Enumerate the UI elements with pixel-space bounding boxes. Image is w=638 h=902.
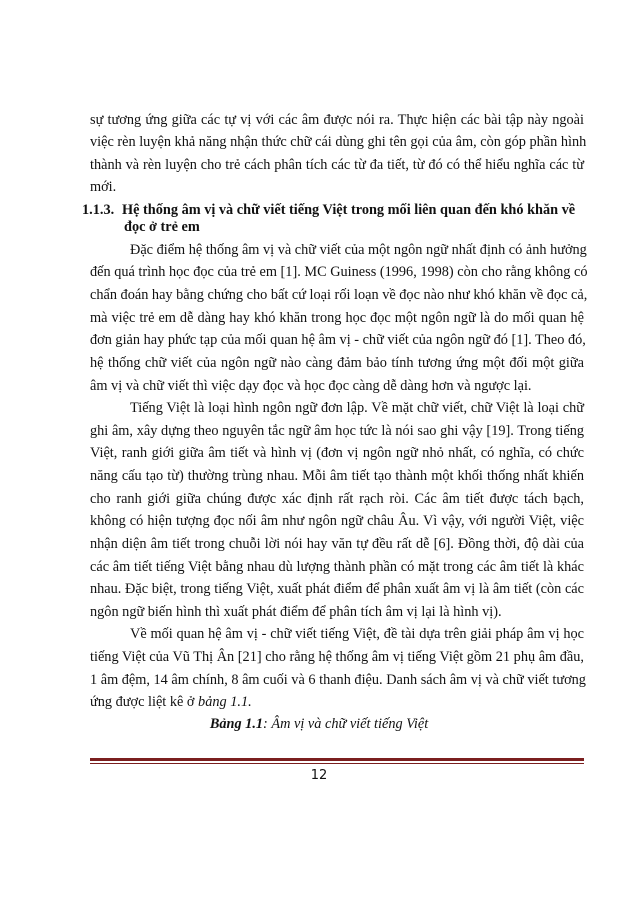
paragraph-line: thành và rèn luyện cho trẻ cách phân tích các từ đa tiết, từ đó có thể hiểu nghĩa các từ [90, 156, 584, 173]
paragraph-line: việc rèn luyện khả năng nhận thức chữ cái dùng ghi tên gọi của âm, còn góp phần hình [90, 134, 587, 151]
caption-text: : Âm vị và chữ viết tiếng Việt [263, 716, 429, 732]
paragraph-line: hệ thống chữ viết của ngôn ngữ nào càng đảm bảo tính tương ứng một đối một giữa [90, 354, 584, 371]
paragraph-line: Đặc điểm hệ thống âm vị và chữ viết của một ngôn ngữ nhất định có ảnh hưởng [130, 241, 587, 258]
paragraph-line: cho ranh giới giữa chúng được xác định rất rạch ròi. Các âm tiết được tách bạch, [90, 490, 584, 507]
table-caption [0, 716, 638, 733]
footer-rule-thin [90, 763, 584, 764]
section-number: 1.1.3. [82, 202, 115, 219]
paragraph-line: tiếng Việt của Vũ Thị Ân [21] cho rằng hệ thống âm vị tiếng Việt gồm 21 phụ âm đầu, [90, 649, 584, 666]
paragraph-line: các âm tiết tiếng Việt bằng nhau dù lượng thành phần có mặt trong các âm tiết là khác [90, 558, 584, 575]
paragraph-line: mà việc trẻ em dễ dàng hay khó khăn trong học đọc một ngôn ngữ là do mối quan hệ [90, 309, 584, 326]
paragraph-line: Việt, ranh giới giữa âm tiết và hình vị (đơn vị ngôn ngữ nhỏ nhất, có nghĩa, có chức [90, 445, 584, 462]
paragraph-line: nhau. Đặc biệt, trong tiếng Việt, xuất phát điểm để phân xuất âm vị là âm tiết (còn các [90, 581, 584, 598]
page-number: 12 [310, 768, 328, 783]
paragraph-line: Về mối quan hệ âm vị - chữ viết tiếng Việt, đề tài dựa trên giải pháp âm vị học [130, 626, 584, 643]
paragraph-line: ngôn ngữ biến hình thì xuất phát điểm để phân tích âm vị lại là hình vị). [90, 603, 502, 620]
paragraph-line: không có hiện tượng đọc nối âm như ngôn ngữ châu Âu. Vì vậy, với người Việt, việc [90, 513, 584, 530]
paragraph-line: chẩn đoán hay bằng chứng cho bất cứ loại rối loạn về đọc nào như khó khăn về đọc cả, [90, 287, 588, 304]
paragraph-line: Tiếng Việt là loại hình ngôn ngữ đơn lập. Về mặt chữ viết, chữ Việt là loại chữ [130, 400, 584, 417]
paragraph-line: đơn giản hay phức tạp của mối quan hệ âm vị - chữ viết của ngôn ngữ đó [1]. Theo đó, [90, 332, 586, 349]
paragraph-line: năng cấu tạo từ) thường trùng nhau. Mỗi âm tiết tạo thành một khối thống nhất khiến [90, 468, 584, 485]
paragraph-line: đến quá trình học đọc của trẻ em [1]. MC Guiness (1996, 1998) còn cho rằng không có [90, 264, 588, 281]
paragraph-line: nhận diện âm tiết trong chuỗi lời nói hay văn tự đều rất dễ [6]. Đồng thời, độ dài của [90, 535, 584, 552]
paragraph-line: ghi âm, xây dựng theo nguyên tắc ngữ âm học tức là nói sao ghi vậy [19]. Trong tiếng [90, 422, 584, 439]
paragraph-line: mới. [90, 179, 117, 196]
paragraph-line [90, 692, 584, 712]
paragraph-line: sự tương ứng giữa các tự vị với các âm được nói ra. Thực hiện các bài tập này ngoài [90, 111, 584, 128]
paragraph-line: 1 âm đệm, 14 âm chính, 8 âm cuối và 6 thanh điệu. Danh sách âm vị và chữ viết tương [90, 671, 586, 688]
paragraph-text: ứng được liệt kê ở [90, 694, 199, 711]
footer-rule-thick [90, 758, 584, 761]
section-title: Hệ thống âm vị và chữ viết tiếng Việt trong mối liên quan đến khó khăn về [122, 202, 576, 219]
caption-label: Bảng 1.1 [209, 716, 264, 732]
section-title-continued: đọc ở trẻ em [124, 219, 200, 236]
table-reference: bảng 1.1. [198, 694, 252, 711]
paragraph-line: âm vị và chữ viết thì việc dạy đọc và học đọc càng dễ dàng hơn và ngược lại. [90, 377, 532, 394]
